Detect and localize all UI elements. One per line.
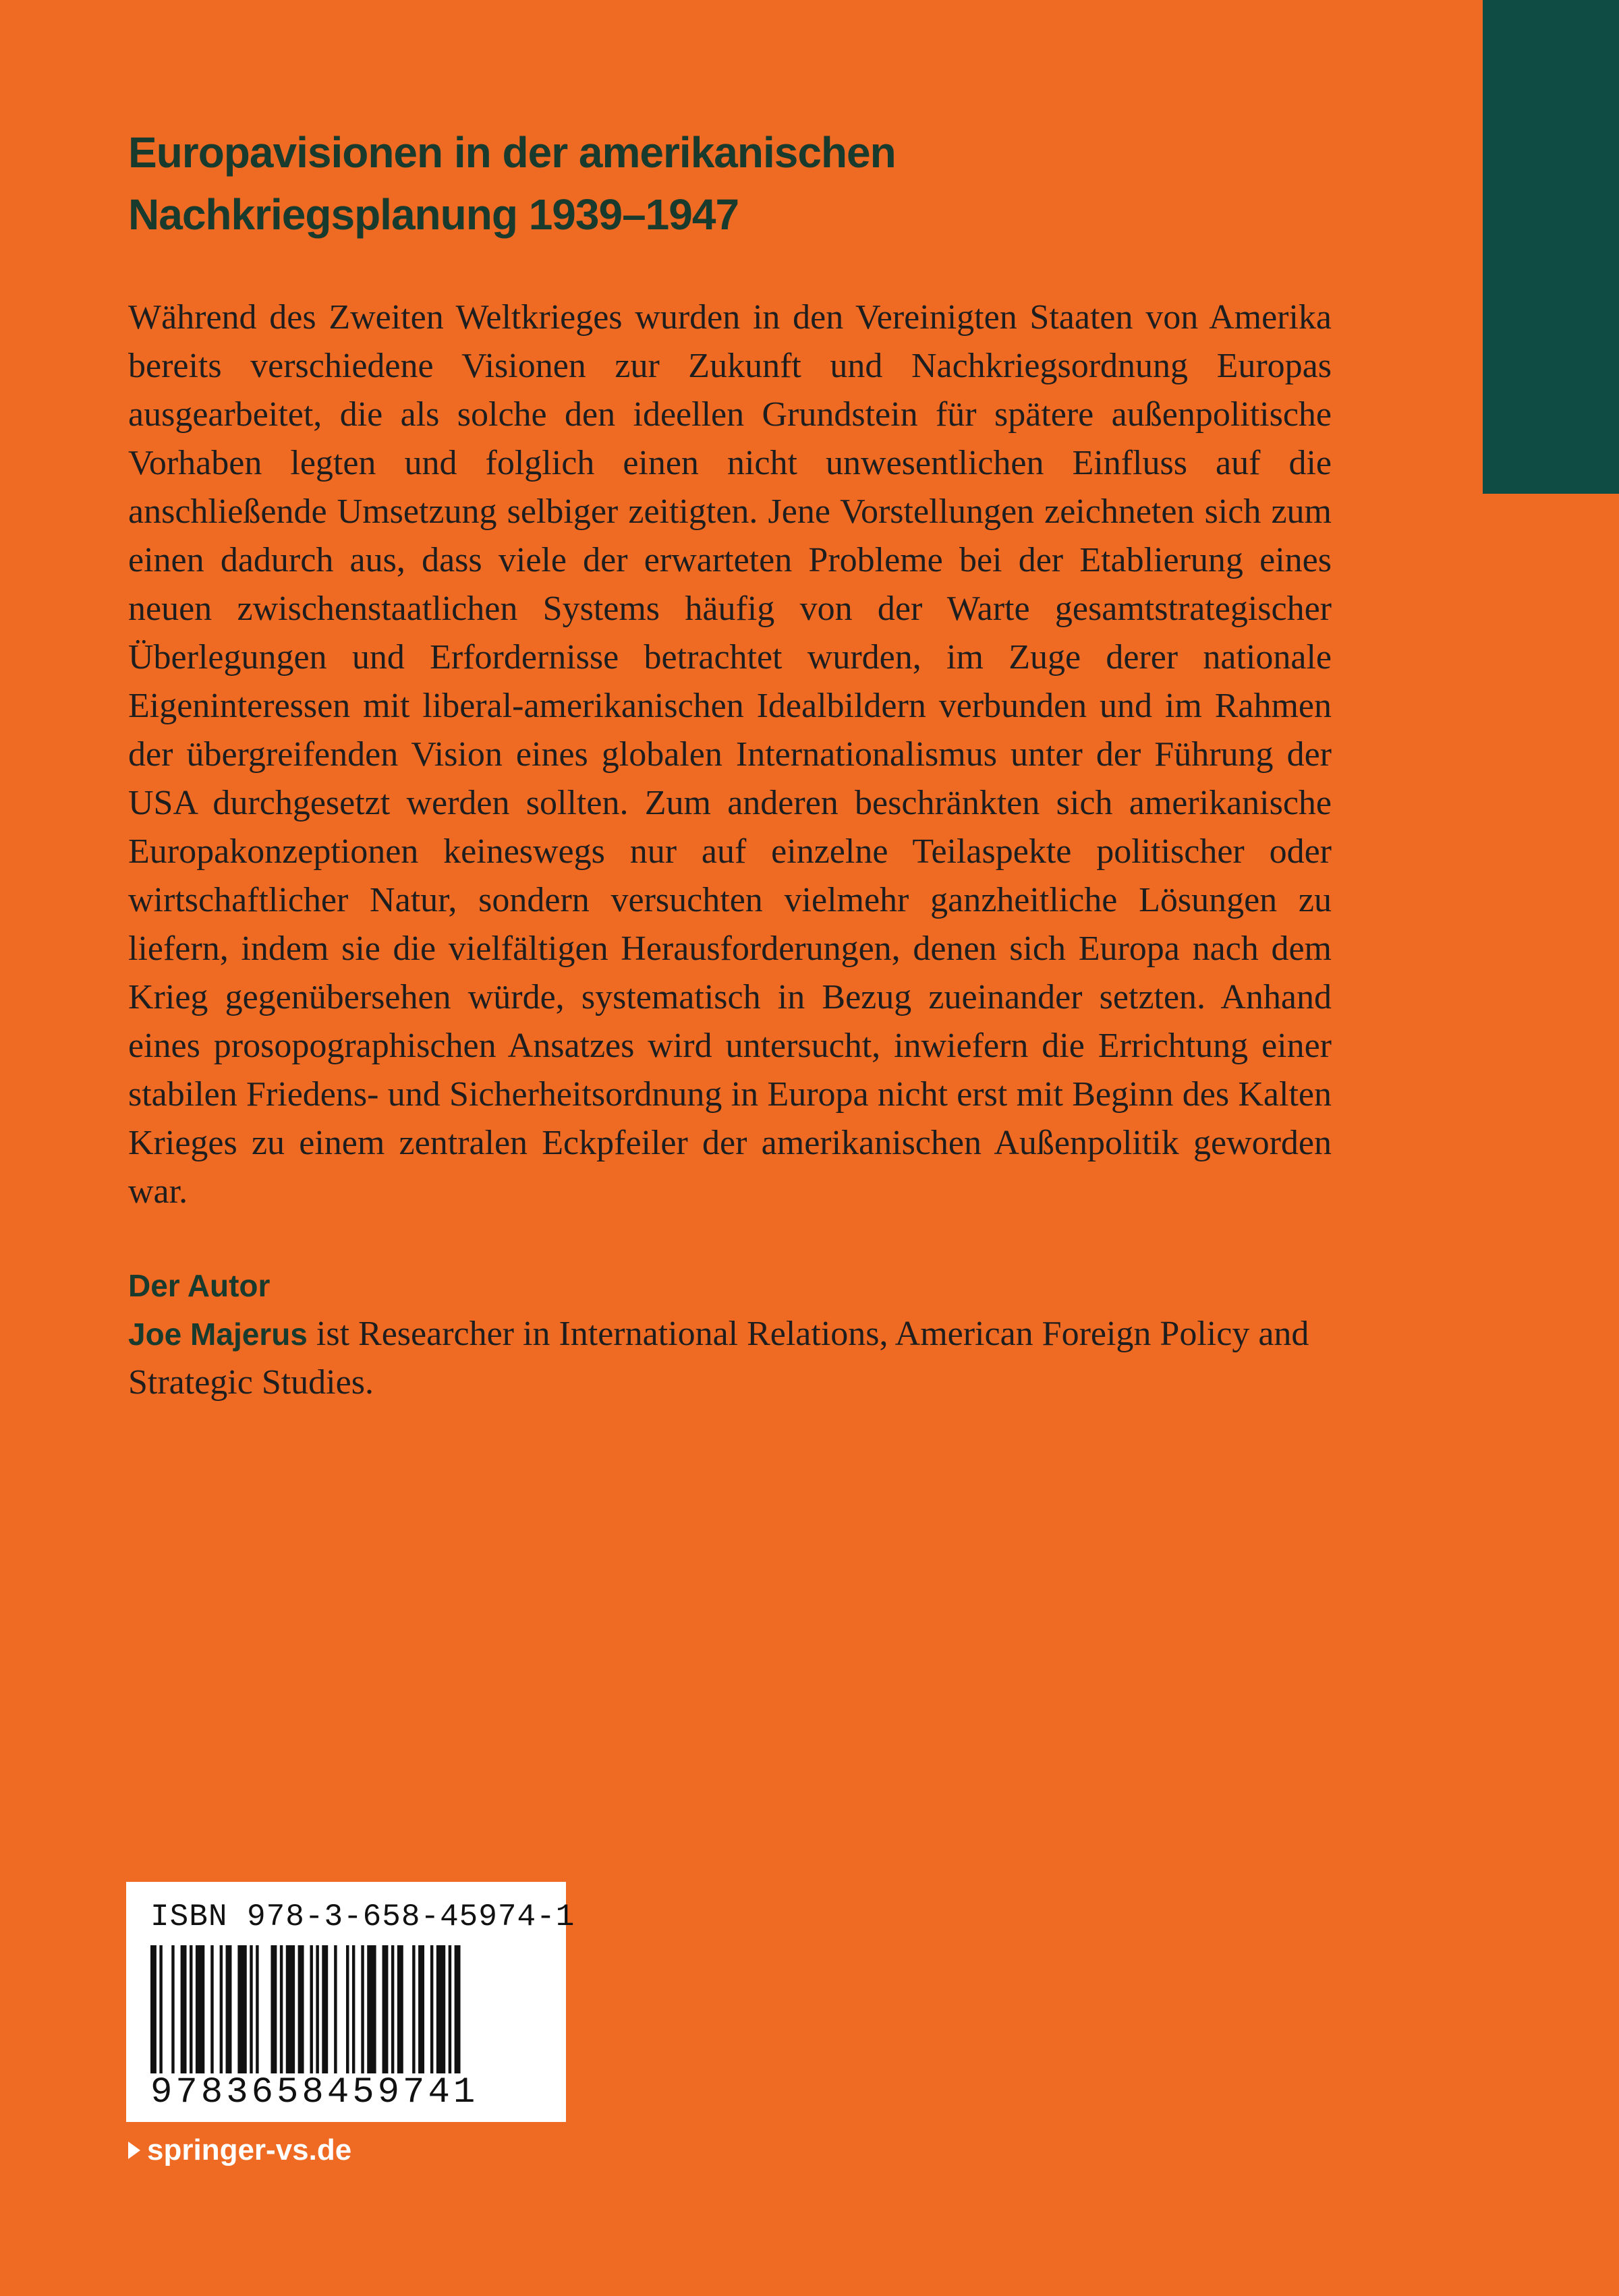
author-section bbox=[128, 1261, 1336, 1407]
barcode-bar bbox=[256, 1945, 258, 2073]
barcode-bar bbox=[171, 1945, 174, 2073]
author-heading: Der Autor bbox=[128, 1268, 271, 1303]
barcode-bar bbox=[271, 1945, 277, 2073]
barcode-bar bbox=[310, 1945, 312, 2073]
arrow-right-icon bbox=[128, 2142, 140, 2159]
author-bio bbox=[128, 1310, 1336, 1407]
barcode-bar bbox=[220, 1945, 223, 2073]
barcode-bar bbox=[334, 1945, 337, 2073]
barcode-bar bbox=[250, 1945, 252, 2073]
barcode-bar bbox=[412, 1945, 415, 2073]
barcode-bar bbox=[418, 1945, 424, 2073]
barcode-bar bbox=[298, 1945, 304, 2073]
barcode-bar bbox=[190, 1945, 192, 2073]
barcode-bar bbox=[436, 1945, 445, 2073]
barcode-bar bbox=[181, 1945, 187, 2073]
barcode-bar bbox=[361, 1945, 364, 2073]
book-title-line-1: Europavisionen in der amerikanischen bbox=[128, 128, 896, 177]
barcode-bar bbox=[316, 1945, 318, 2073]
barcode-bar bbox=[210, 1945, 213, 2073]
barcode-bar bbox=[280, 1945, 283, 2073]
barcode-digits: 9783658459741 bbox=[150, 2072, 479, 2113]
color-accent-tab bbox=[1483, 0, 1619, 494]
barcode-bar bbox=[391, 1945, 394, 2073]
barcode-bar bbox=[159, 1945, 162, 2073]
barcode-bar bbox=[286, 1945, 295, 2073]
barcode-bar bbox=[455, 1945, 461, 2073]
author-bio-text: ist Researcher in International Relations, American Foreign Policy and Strategic Studies. bbox=[128, 1315, 1309, 1402]
barcode-bar bbox=[346, 1945, 349, 2073]
barcode-bar bbox=[226, 1945, 232, 2073]
barcode-bar bbox=[367, 1945, 376, 2073]
isbn-label: ISBN 978-3-658-45974-1 bbox=[150, 1899, 575, 1934]
book-title-line-2: Nachkriegsplanung 1939–1947 bbox=[128, 190, 739, 239]
barcode-bar bbox=[322, 1945, 328, 2073]
barcode-bar bbox=[150, 1945, 157, 2073]
barcode-bar bbox=[449, 1945, 451, 2073]
author-name: Joe Majerus bbox=[128, 1317, 308, 1352]
barcode-bar bbox=[382, 1945, 389, 2073]
barcode-bar bbox=[352, 1945, 355, 2073]
barcode-bar bbox=[196, 1945, 204, 2073]
publisher-website-link[interactable] bbox=[128, 2131, 351, 2169]
blurb-text: Während des Zweiten Weltkrieges wurden in den Vereinigten Staaten von Amerika bereits verschiedene Visionen zur Zukunft und Nachkriegsordnung Europas ausgearbeitet, die als solche den ideellen Grundstein für spätere außenpolitische Vorhaben legten und folglich einen nicht unwesentlichen Einfluss auf die anschließende Umsetzung selbiger zeitigten. Jene Vorstellungen zeichneten sich zum einen dadurch aus, dass viele der erwarteten Probleme bei der Etablierung eines neuen zwischenstaatlichen Systems häufig von der Warte gesamtstrategischer Überlegungen und Erfordernisse betrachtet wurden, im Zuge derer nationale Eigeninteressen mit liberal-amerikanischen Idealbildern verbunden und im Rahmen der übergreifenden Vision eines globalen Internationalismus unter der Führung der USA durchgesetzt werden sollten. Zum anderen beschränkten sich amerikanische Europakonzeptionen keineswegs nur auf einzelne Teilaspekte politischer oder wirtschaftlicher Natur, sondern versuchten vielmehr ganzheitliche Lösungen zu liefern, indem sie die vielfältigen Herausforderungen, denen sich Europa nach dem Krieg gegenübersehen würde, systematisch in Bezug zueinander setzten. Anhand eines prosopographischen Ansatzes wird untersucht, inwiefern die Errichtung einer stabilen Friedens- und Sicherheitsordnung in Europa nicht erst mit Beginn des Kalten Krieges zu einem zentralen Eckpfeiler der amerikanischen Außenpolitik geworden war. bbox=[128, 298, 1332, 1211]
barcode-icon bbox=[150, 1945, 542, 2073]
barcode-bar bbox=[397, 1945, 403, 2073]
publisher-website-text: springer-vs.de bbox=[147, 2133, 352, 2166]
barcode-bar bbox=[430, 1945, 433, 2073]
isbn-barcode-box bbox=[126, 1882, 575, 2122]
book-title bbox=[128, 121, 1275, 246]
barcode-bar bbox=[237, 1945, 246, 2073]
